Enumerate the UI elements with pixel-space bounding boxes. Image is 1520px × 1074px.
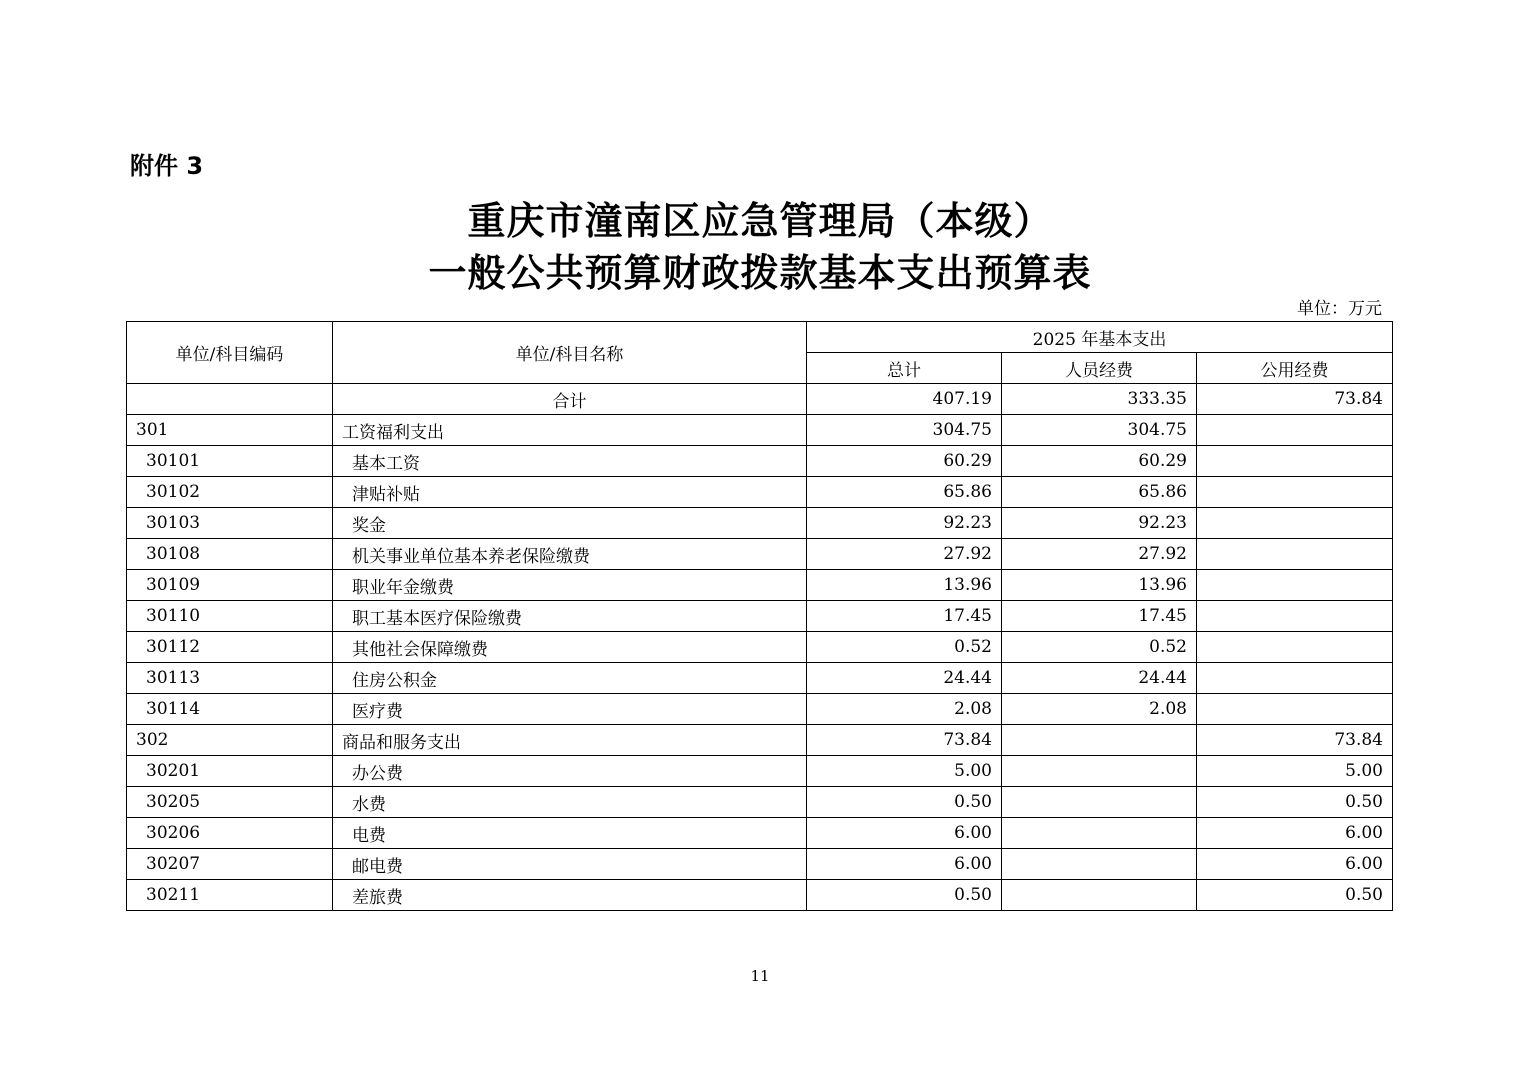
cell-personnel xyxy=(1002,849,1197,880)
cell-total: 92.23 xyxy=(807,508,1002,539)
cell-public: 73.84 xyxy=(1197,725,1393,756)
header-code: 单位/科目编码 xyxy=(127,322,333,384)
document-title-line1: 重庆市潼南区应急管理局（本级） xyxy=(467,199,1053,243)
attachment-label: 附件 3 xyxy=(130,152,204,180)
cell-total: 0.50 xyxy=(807,880,1002,911)
table-row xyxy=(127,818,1393,849)
table-row xyxy=(127,725,1393,756)
table-row xyxy=(127,756,1393,787)
document-title-line2: 一般公共预算财政拨款基本支出预算表 xyxy=(428,251,1092,295)
cell-name: 职业年金缴费 xyxy=(333,570,807,601)
cell-code: 302 xyxy=(127,725,333,756)
cell-code: 30113 xyxy=(127,663,333,694)
cell-code: 30205 xyxy=(127,787,333,818)
cell-personnel: 0.52 xyxy=(1002,632,1197,663)
table-body xyxy=(127,384,1393,911)
cell-public: 6.00 xyxy=(1197,818,1393,849)
cell-code: 30112 xyxy=(127,632,333,663)
cell-code: 301 xyxy=(127,415,333,446)
cell-public: 0.50 xyxy=(1197,880,1393,911)
cell-code: 30206 xyxy=(127,818,333,849)
cell-total: 24.44 xyxy=(807,663,1002,694)
cell-total: 0.52 xyxy=(807,632,1002,663)
cell-total: 6.00 xyxy=(807,849,1002,880)
table-row xyxy=(127,601,1393,632)
table-row xyxy=(127,415,1393,446)
cell-total: 73.84 xyxy=(807,725,1002,756)
cell-public xyxy=(1197,570,1393,601)
cell-total: 304.75 xyxy=(807,415,1002,446)
cell-public xyxy=(1197,663,1393,694)
cell-total: 27.92 xyxy=(807,539,1002,570)
header-group-basic-expenditure: 2025 年基本支出 xyxy=(807,322,1393,353)
cell-total: 13.96 xyxy=(807,570,1002,601)
cell-total: 65.86 xyxy=(807,477,1002,508)
table-row xyxy=(127,787,1393,818)
cell-personnel xyxy=(1002,880,1197,911)
cell-personnel: 27.92 xyxy=(1002,539,1197,570)
cell-total: 2.08 xyxy=(807,694,1002,725)
cell-total: 6.00 xyxy=(807,818,1002,849)
cell-personnel: 60.29 xyxy=(1002,446,1197,477)
cell-personnel: 65.86 xyxy=(1002,477,1197,508)
cell-name: 职工基本医疗保险缴费 xyxy=(333,601,807,632)
table-row xyxy=(127,880,1393,911)
cell-name: 机关事业单位基本养老保险缴费 xyxy=(333,539,807,570)
cell-public: 0.50 xyxy=(1197,787,1393,818)
cell-personnel xyxy=(1002,818,1197,849)
cell-name: 电费 xyxy=(333,818,807,849)
cell-name: 邮电费 xyxy=(333,849,807,880)
cell-public xyxy=(1197,539,1393,570)
cell-code: 30109 xyxy=(127,570,333,601)
cell-name: 办公费 xyxy=(333,756,807,787)
cell-personnel xyxy=(1002,725,1197,756)
cell-public xyxy=(1197,632,1393,663)
cell-code: 30207 xyxy=(127,849,333,880)
cell-name: 津贴补贴 xyxy=(333,477,807,508)
cell-public xyxy=(1197,477,1393,508)
table-row xyxy=(127,446,1393,477)
table-row xyxy=(127,663,1393,694)
cell-code: 30102 xyxy=(127,477,333,508)
header-personnel: 人员经费 xyxy=(1002,353,1197,384)
cell-personnel: 333.35 xyxy=(1002,384,1197,415)
cell-public xyxy=(1197,508,1393,539)
cell-code: 30114 xyxy=(127,694,333,725)
cell-personnel: 17.45 xyxy=(1002,601,1197,632)
cell-personnel: 13.96 xyxy=(1002,570,1197,601)
cell-name: 差旅费 xyxy=(333,880,807,911)
cell-name: 合计 xyxy=(333,384,807,415)
cell-name: 基本工资 xyxy=(333,446,807,477)
cell-public: 73.84 xyxy=(1197,384,1393,415)
cell-name: 奖金 xyxy=(333,508,807,539)
cell-personnel xyxy=(1002,787,1197,818)
table-row xyxy=(127,384,1393,415)
cell-name: 工资福利支出 xyxy=(333,415,807,446)
cell-personnel: 2.08 xyxy=(1002,694,1197,725)
table-row xyxy=(127,508,1393,539)
cell-public xyxy=(1197,415,1393,446)
cell-code: 30103 xyxy=(127,508,333,539)
table-row xyxy=(127,570,1393,601)
cell-public xyxy=(1197,694,1393,725)
cell-personnel: 24.44 xyxy=(1002,663,1197,694)
table-row xyxy=(127,632,1393,663)
cell-name: 住房公积金 xyxy=(333,663,807,694)
cell-name: 医疗费 xyxy=(333,694,807,725)
budget-table xyxy=(126,321,1393,911)
cell-name: 其他社会保障缴费 xyxy=(333,632,807,663)
cell-personnel: 92.23 xyxy=(1002,508,1197,539)
cell-name: 商品和服务支出 xyxy=(333,725,807,756)
cell-code xyxy=(127,384,333,415)
header-name: 单位/科目名称 xyxy=(333,322,807,384)
table-row xyxy=(127,849,1393,880)
cell-total: 5.00 xyxy=(807,756,1002,787)
cell-code: 30110 xyxy=(127,601,333,632)
cell-name: 水费 xyxy=(333,787,807,818)
page-number: 11 xyxy=(750,967,770,985)
cell-public xyxy=(1197,446,1393,477)
cell-code: 30211 xyxy=(127,880,333,911)
table-row xyxy=(127,539,1393,570)
cell-personnel xyxy=(1002,756,1197,787)
cell-total: 60.29 xyxy=(807,446,1002,477)
cell-total: 0.50 xyxy=(807,787,1002,818)
cell-code: 30101 xyxy=(127,446,333,477)
cell-code: 30108 xyxy=(127,539,333,570)
unit-label: 单位：万元 xyxy=(1297,299,1382,319)
header-public: 公用经费 xyxy=(1197,353,1393,384)
cell-public: 6.00 xyxy=(1197,849,1393,880)
header-total: 总计 xyxy=(807,353,1002,384)
cell-public: 5.00 xyxy=(1197,756,1393,787)
cell-public xyxy=(1197,601,1393,632)
cell-personnel: 304.75 xyxy=(1002,415,1197,446)
cell-code: 30201 xyxy=(127,756,333,787)
table-row xyxy=(127,694,1393,725)
table-row xyxy=(127,477,1393,508)
cell-total: 17.45 xyxy=(807,601,1002,632)
cell-total: 407.19 xyxy=(807,384,1002,415)
